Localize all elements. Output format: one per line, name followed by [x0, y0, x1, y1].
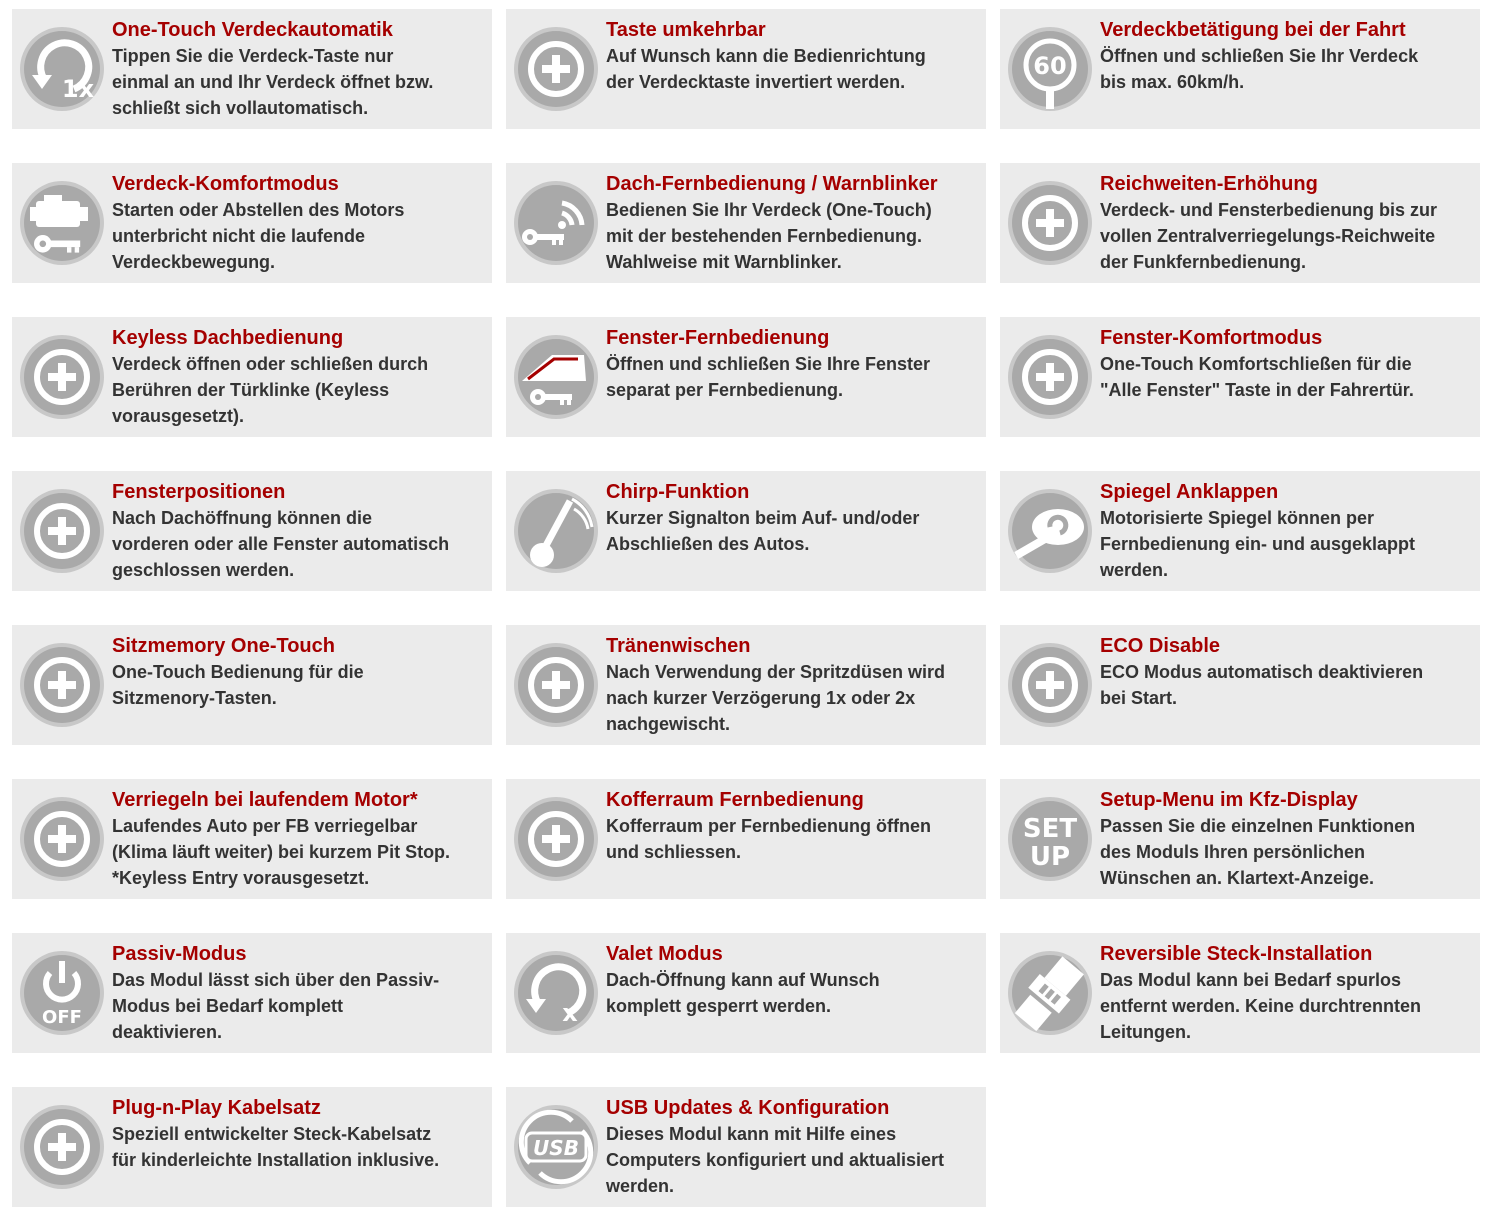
feature-title: USB Updates & Konfiguration [606, 1097, 890, 1119]
feature-card [506, 933, 986, 1053]
connector-icon [1006, 949, 1094, 1037]
feature-description: Verdeck- und Fensterbedienung bis zur vollen Zentralverriegelungs-Reichweite der Funkfernbedienung. [1100, 200, 1438, 272]
feature-description: Das Modul kann bei Bedarf spurlos entfernt werden. Keine durchtrennten Leitungen. [1100, 970, 1422, 1042]
plus-icon [512, 795, 600, 883]
feature-card [1000, 625, 1480, 745]
feature-card [1000, 933, 1480, 1053]
feature-card [12, 163, 492, 283]
feature-description: Auf Wunsch kann die Bedienrichtung der Verdecktaste invertiert werden. [606, 46, 926, 92]
feature-title: Sitzmemory One-Touch [112, 635, 335, 657]
feature-title: Keyless Dachbedienung [112, 327, 344, 349]
feature-card [12, 933, 492, 1053]
feature-description: Starten oder Abstellen des Motors unterbricht nicht die laufende Verdeckbewegung. [112, 200, 405, 272]
feature-title: Chirp-Funktion [606, 481, 750, 503]
svg-text:1x: 1x [61, 75, 95, 103]
feature-title: Valet Modus [606, 943, 723, 965]
feature-description: Dieses Modul kann mit Hilfe eines Computers konfiguriert und aktualisiert werden. [606, 1124, 945, 1196]
svg-text:x: x [562, 999, 578, 1027]
feature-title: Fenster-Fernbedienung [606, 327, 830, 349]
feature-description: Motorisierte Spiegel können per Fernbedienung ein- und ausgeklappt werden. [1100, 508, 1416, 580]
feature-title: Fensterpositionen [112, 481, 286, 503]
plus-icon [512, 25, 600, 113]
feature-description: Dach-Öffnung kann auf Wunsch komplett gesperrt werden. [606, 970, 880, 1016]
svg-text:UP: UP [1029, 842, 1071, 872]
feature-description: Speziell entwickelter Steck-Kabelsatz für kinderleichte Installation inklusive. [112, 1124, 440, 1170]
feature-description: Bedienen Sie Ihr Verdeck (One-Touch) mit der bestehenden Fernbedienung. Wahlweise mit Warnblinker. [606, 200, 932, 272]
feature-description: One-Touch Bedienung für die Sitzmenory-Tasten. [112, 662, 364, 708]
feature-title: Fenster-Komfortmodus [1100, 327, 1323, 349]
feature-description: Öffnen und schließen Sie Ihr Verdeck bis max. 60km/h. [1100, 46, 1419, 92]
feature-card [506, 471, 986, 591]
feature-card [1000, 471, 1480, 591]
svg-text:60: 60 [1033, 52, 1067, 80]
chirp-icon [512, 487, 600, 575]
feature-title: Verdeck-Komfortmodus [112, 173, 339, 195]
feature-title: One-Touch Verdeckautomatik [112, 19, 393, 41]
engine-key-icon [18, 179, 106, 267]
feature-description: Passen Sie die einzelnen Funktionen des Moduls Ihren persönlichen Wünschen an. Klartext-Anzeige. [1100, 816, 1416, 888]
mirror-fold-icon [1006, 487, 1094, 575]
feature-description: Kofferraum per Fernbedienung öffnen und schliessen. [606, 816, 932, 862]
feature-card [506, 9, 986, 129]
feature-card [1000, 163, 1480, 283]
feature-description: Nach Dachöffnung können die vorderen oder alle Fenster automatisch geschlossen werden. [112, 508, 450, 580]
plus-icon [18, 487, 106, 575]
plus-icon [18, 641, 106, 729]
feature-description: Öffnen und schließen Sie Ihre Fenster separat per Fernbedienung. [606, 354, 931, 400]
usb-icon [512, 1103, 600, 1191]
valet-x-icon [512, 949, 600, 1037]
feature-description: Laufendes Auto per FB verriegelbar (Klima läuft weiter) bei kurzem Pit Stop. *Keyless Entry vorausgesetzt. [112, 816, 451, 888]
feature-title: Verriegeln bei laufendem Motor* [112, 789, 418, 811]
plus-icon [18, 333, 106, 421]
feature-card [12, 317, 492, 437]
feature-card [12, 625, 492, 745]
speed-limit-60-icon [1006, 25, 1094, 113]
plus-icon [1006, 333, 1094, 421]
feature-card [506, 625, 986, 745]
feature-title: Plug-n-Play Kabelsatz [112, 1097, 321, 1119]
power-off-icon [18, 949, 106, 1037]
feature-card [12, 1087, 492, 1207]
feature-title: Reichweiten-Erhöhung [1100, 173, 1318, 195]
feature-title: Setup-Menu im Kfz-Display [1100, 789, 1358, 811]
plus-icon [18, 1103, 106, 1191]
feature-title: ECO Disable [1100, 635, 1221, 657]
feature-description: Tippen Sie die Verdeck-Taste nur einmal an und Ihr Verdeck öffnet bzw. schließt sich vollautomatisch. [112, 46, 434, 118]
feature-title: Verdeckbetätigung bei der Fahrt [1100, 19, 1406, 41]
feature-title: Reversible Steck-Installation [1100, 943, 1373, 965]
plus-icon [512, 641, 600, 729]
feature-title: Kofferraum Fernbedienung [606, 789, 864, 811]
feature-card [1000, 779, 1480, 899]
feature-card [12, 9, 492, 129]
plus-icon [1006, 641, 1094, 729]
feature-description: Das Modul lässt sich über den Passiv- Modus bei Bedarf komplett deaktivieren. [112, 970, 440, 1042]
plus-icon [1006, 179, 1094, 267]
one-touch-1x-icon [18, 25, 106, 113]
feature-description: Kurzer Signalton beim Auf- und/oder Abschließen des Autos. [606, 508, 920, 554]
setup-icon [1006, 795, 1094, 883]
feature-card [12, 471, 492, 591]
feature-card [1000, 9, 1480, 129]
feature-card [12, 779, 492, 899]
plus-icon [18, 795, 106, 883]
window-key-icon [512, 333, 600, 421]
feature-card [1000, 317, 1480, 437]
feature-card [506, 163, 986, 283]
feature-description: Nach Verwendung der Spritzdüsen wird nach kurzer Verzögerung 1x oder 2x nachgewischt. [606, 662, 946, 734]
feature-title: Taste umkehrbar [606, 19, 766, 41]
svg-text:OFF: OFF [42, 1007, 82, 1028]
svg-text:SET: SET [1022, 814, 1078, 844]
feature-card [506, 1087, 986, 1207]
feature-card [506, 317, 986, 437]
feature-description: One-Touch Komfortschließen für die "Alle Fenster" Taste in der Fahrertür. [1100, 354, 1414, 400]
feature-title: Tränenwischen [606, 635, 751, 657]
feature-card [506, 779, 986, 899]
feature-title: Passiv-Modus [112, 943, 247, 965]
feature-description: Verdeck öffnen oder schließen durch Berühren der Türklinke (Keyless vorausgesetzt). [112, 354, 429, 426]
feature-title: Dach-Fernbedienung / Warnblinker [606, 173, 938, 195]
svg-text:USB: USB [533, 1136, 579, 1160]
feature-title: Spiegel Anklappen [1100, 481, 1279, 503]
feature-description: ECO Modus automatisch deaktivieren bei Start. [1100, 662, 1424, 708]
remote-key-signal-icon [512, 179, 600, 267]
